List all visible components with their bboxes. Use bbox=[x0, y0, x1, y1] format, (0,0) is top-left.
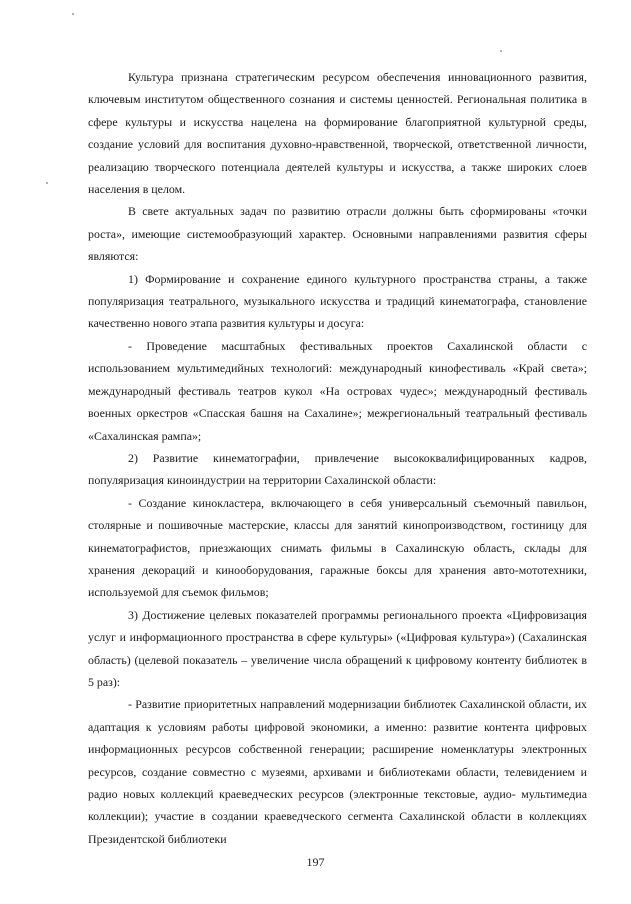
scan-speck bbox=[72, 13, 74, 15]
paragraph-libraries: - Развитие приоритетных направлений модернизации библиотек Сахалинской области, их адаптация к условиям работы цифровой экономики, а именно: развитие контента цифровых информационных ресурсов собственной генерации; расширение номенклатуры электронных ресурсов, создание совместно с музеями, архивами и библиотеками области, телевидением и радио новых коллекций краеведческих ресурсов (электронные текстовые, аудио- мультимедиа коллекции); участие в создании краеведческого сегмента Сахалинской области в коллекциях Президентской библиотеки bbox=[88, 697, 587, 846]
scan-speck bbox=[500, 50, 502, 52]
paragraph-item-3: 3) Достижение целевых показателей программы регионального проекта «Цифровизация услуг и информационного пространства в сфере культуры» («Цифровая культура») (Сахалинская область) (целевой показатель – увеличение числа обращений к цифровому контенту библиотек в 5 раз): bbox=[88, 607, 587, 689]
paragraph-film-cluster: - Создание кинокластера, включающего в себя универсальный съемочный павильон, столярные и пошивочные мастерские, классы для занятий кинопроизводством, гостиницу для кинематографистов, приезжающих снимать фильмы в Сахалинскую область, склады для хранения декораций и кинооборудования, гаражные боксы для хранения авто-мототехники, используемой для съемок фильмов; bbox=[88, 495, 587, 600]
scan-speck bbox=[46, 182, 48, 184]
paragraph-festivals: - Проведение масштабных фестивальных проектов Сахалинской области с использованием мультимедийных технологий: международный кинофестиваль «Край света»; международный фестиваль театров кукол «На островах чудес»; международный фестиваль военных оркестров «Спасская башня на Сахалине»; межрегиональный театральный фестиваль «Сахалинская рампа»; bbox=[88, 338, 587, 443]
document-body bbox=[88, 66, 587, 850]
paragraph-culture-strategic: Культура признана стратегическим ресурсом обеспечения инновационного развития, ключевым институтом общественного сознания и системы ценностей. Региональная политика в сфере культуры и искусства нацелена на формирование благоприятной культурной среды, создание условий для воспитания духовно-нравственной, творческой, ответственной личности, реализацию творческого потенциала деятелей культуры и искусства, а также широких слоев населения в целом. bbox=[88, 70, 587, 197]
page-number: 197 bbox=[306, 855, 325, 869]
paragraph-item-1: 1) Формирование и сохранение единого культурного пространства страны, а также популяризация театрального, музыкального искусства и традиций кинематографа, становление качественно нового этапа развития культуры и досуга: bbox=[88, 271, 587, 331]
paragraph-item-2: 2) Развитие кинематографии, привлечение высококвалифицированных кадров, популяризация киноиндустрии на территории Сахалинской области: bbox=[88, 450, 587, 488]
paragraph-growth-points: В свете актуальных задач по развитию отрасли должны быть сформированы «точки роста», имеющие системообразующий характер. Основными направлениями развития сферы являются: bbox=[88, 204, 587, 264]
